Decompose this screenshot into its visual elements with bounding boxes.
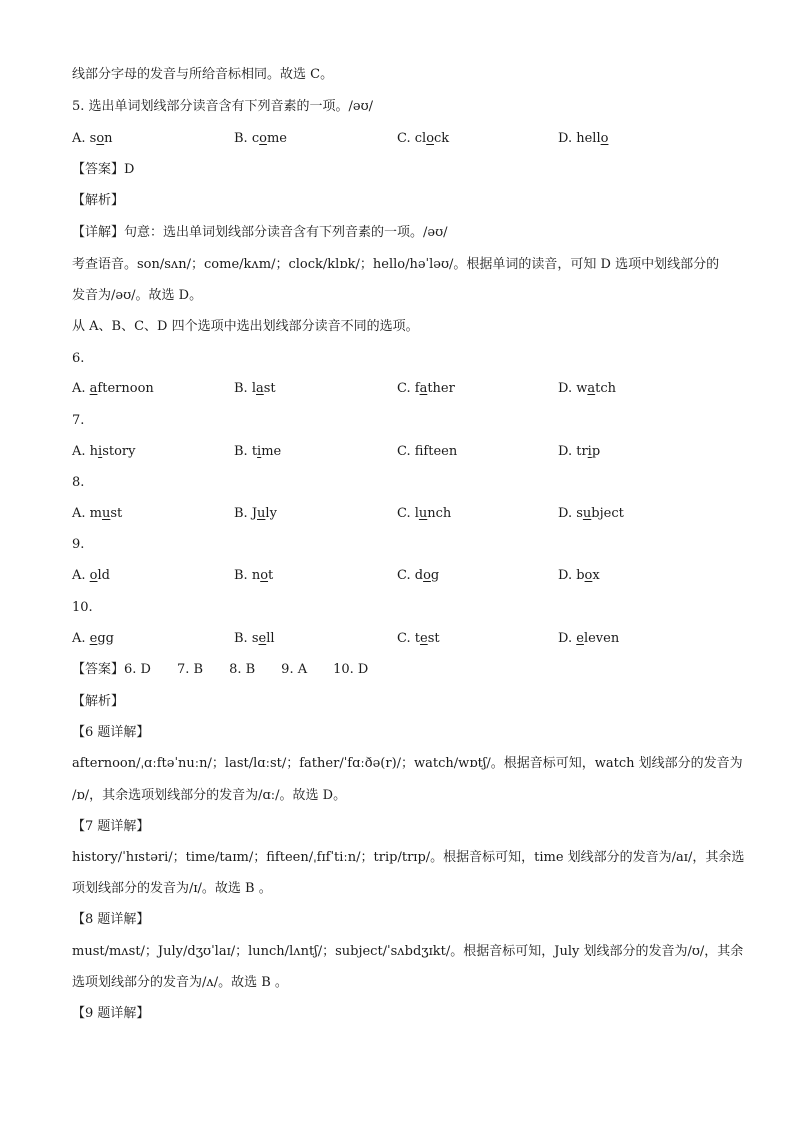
option-d: D. eleven bbox=[558, 631, 620, 646]
question-number: 9. bbox=[72, 537, 85, 552]
analysis-label: 【解析】 bbox=[72, 193, 125, 208]
answer-label: 【答案】D bbox=[72, 162, 135, 177]
answer-label: 【答案】 bbox=[72, 662, 125, 677]
detail-text: /ɒ/，其余选项划线部分的发音为/ɑː/。故选 D。 bbox=[72, 788, 347, 803]
option-c: C. father bbox=[397, 381, 455, 396]
detail-text: 项划线部分的发音为/ɪ/。故选 B 。 bbox=[72, 881, 272, 896]
answer-item: 7. B bbox=[176, 662, 204, 677]
explanation-text: 考查语音。son/sʌn/；come/kʌm/；clock/klɒk/；hello/həˈləʊ/。根据单词的读音，可知 D 选项中划线部分的 bbox=[72, 257, 720, 272]
option-b: B. last bbox=[234, 381, 276, 396]
option-c: C. test bbox=[397, 631, 440, 646]
detail-heading-6: 【6 题详解】 bbox=[72, 725, 150, 740]
detail-text: afternoon/ˌɑːftəˈnuːn/；last/lɑːst/；father/ˈfɑːðə(r)/；watch/wɒtʃ/。根据音标可知，watch 划线部分的发音为 bbox=[72, 756, 743, 771]
option-d: D. trip bbox=[558, 444, 601, 459]
question-5-stem: 5. 选出单词划线部分读音含有下列音素的一项。/əʊ/ bbox=[72, 99, 374, 114]
detail-heading-7: 【7 题详解】 bbox=[72, 819, 150, 834]
answer-item: 10. D bbox=[333, 662, 369, 677]
detail-text: history/ˈhɪstəri/；time/taɪm/；fifteen/ˌfɪfˈtiːn/；trip/trɪp/。根据音标可知，time 划线部分的发音为/aɪ/，其余选 bbox=[72, 850, 745, 865]
option-c: C. clock bbox=[397, 131, 450, 146]
explanation-text: 发音为/əʊ/。故选 D。 bbox=[72, 288, 203, 303]
option-a: A. must bbox=[72, 506, 123, 521]
detail-heading-9: 【9 题详解】 bbox=[72, 1006, 150, 1021]
option-d: D. subject bbox=[558, 506, 624, 521]
detail-heading-8: 【8 题详解】 bbox=[72, 912, 150, 927]
option-b: B. not bbox=[234, 568, 274, 583]
option-b: B. time bbox=[234, 444, 282, 459]
answer-item: 6. D bbox=[124, 662, 151, 677]
option-a: A. egg bbox=[72, 631, 115, 646]
option-b: B. come bbox=[234, 131, 287, 146]
option-b: B. July bbox=[234, 506, 277, 521]
paragraph-text: 线部分字母的发音与所给音标相同。故选 C。 bbox=[72, 67, 334, 82]
option-a: A. afternoon bbox=[72, 381, 154, 396]
option-b: B. sell bbox=[234, 631, 275, 646]
detail-text: 选项划线部分的发音为/ʌ/。故选 B 。 bbox=[72, 975, 288, 990]
option-a: A. son bbox=[72, 131, 113, 146]
analysis-label: 【解析】 bbox=[72, 694, 125, 709]
question-number: 7. bbox=[72, 413, 85, 428]
answer-item: 9. A bbox=[281, 662, 308, 677]
answer-item: 8. B bbox=[229, 662, 256, 677]
answers-row bbox=[72, 661, 734, 679]
detail-text: must/mʌst/；July/dʒʊˈlaɪ/；lunch/lʌntʃ/；subject/ˈsʌbdʒɪkt/。根据音标可知，July 划线部分的发音为/ʊ/，其余 bbox=[72, 944, 744, 959]
question-number: 8. bbox=[72, 475, 85, 490]
option-d: D. watch bbox=[558, 381, 617, 396]
question-number: 6. bbox=[72, 351, 85, 366]
question-number: 10. bbox=[72, 600, 93, 615]
option-d: D. hello bbox=[558, 131, 609, 146]
option-a: A. old bbox=[72, 568, 110, 583]
option-c: C. ffteen bbox=[397, 444, 458, 459]
option-c: C. lunch bbox=[397, 506, 452, 521]
section-instruction: 从 A、B、C、D 四个选项中选出划线部分读音不同的选项。 bbox=[72, 319, 419, 334]
explanation-text: 【详解】句意：选出单词划线部分读音含有下列音素的一项。/əʊ/ bbox=[72, 225, 448, 240]
option-d: D. box bbox=[558, 568, 600, 583]
option-c: C. dog bbox=[397, 568, 440, 583]
option-a: A. history bbox=[72, 444, 136, 459]
